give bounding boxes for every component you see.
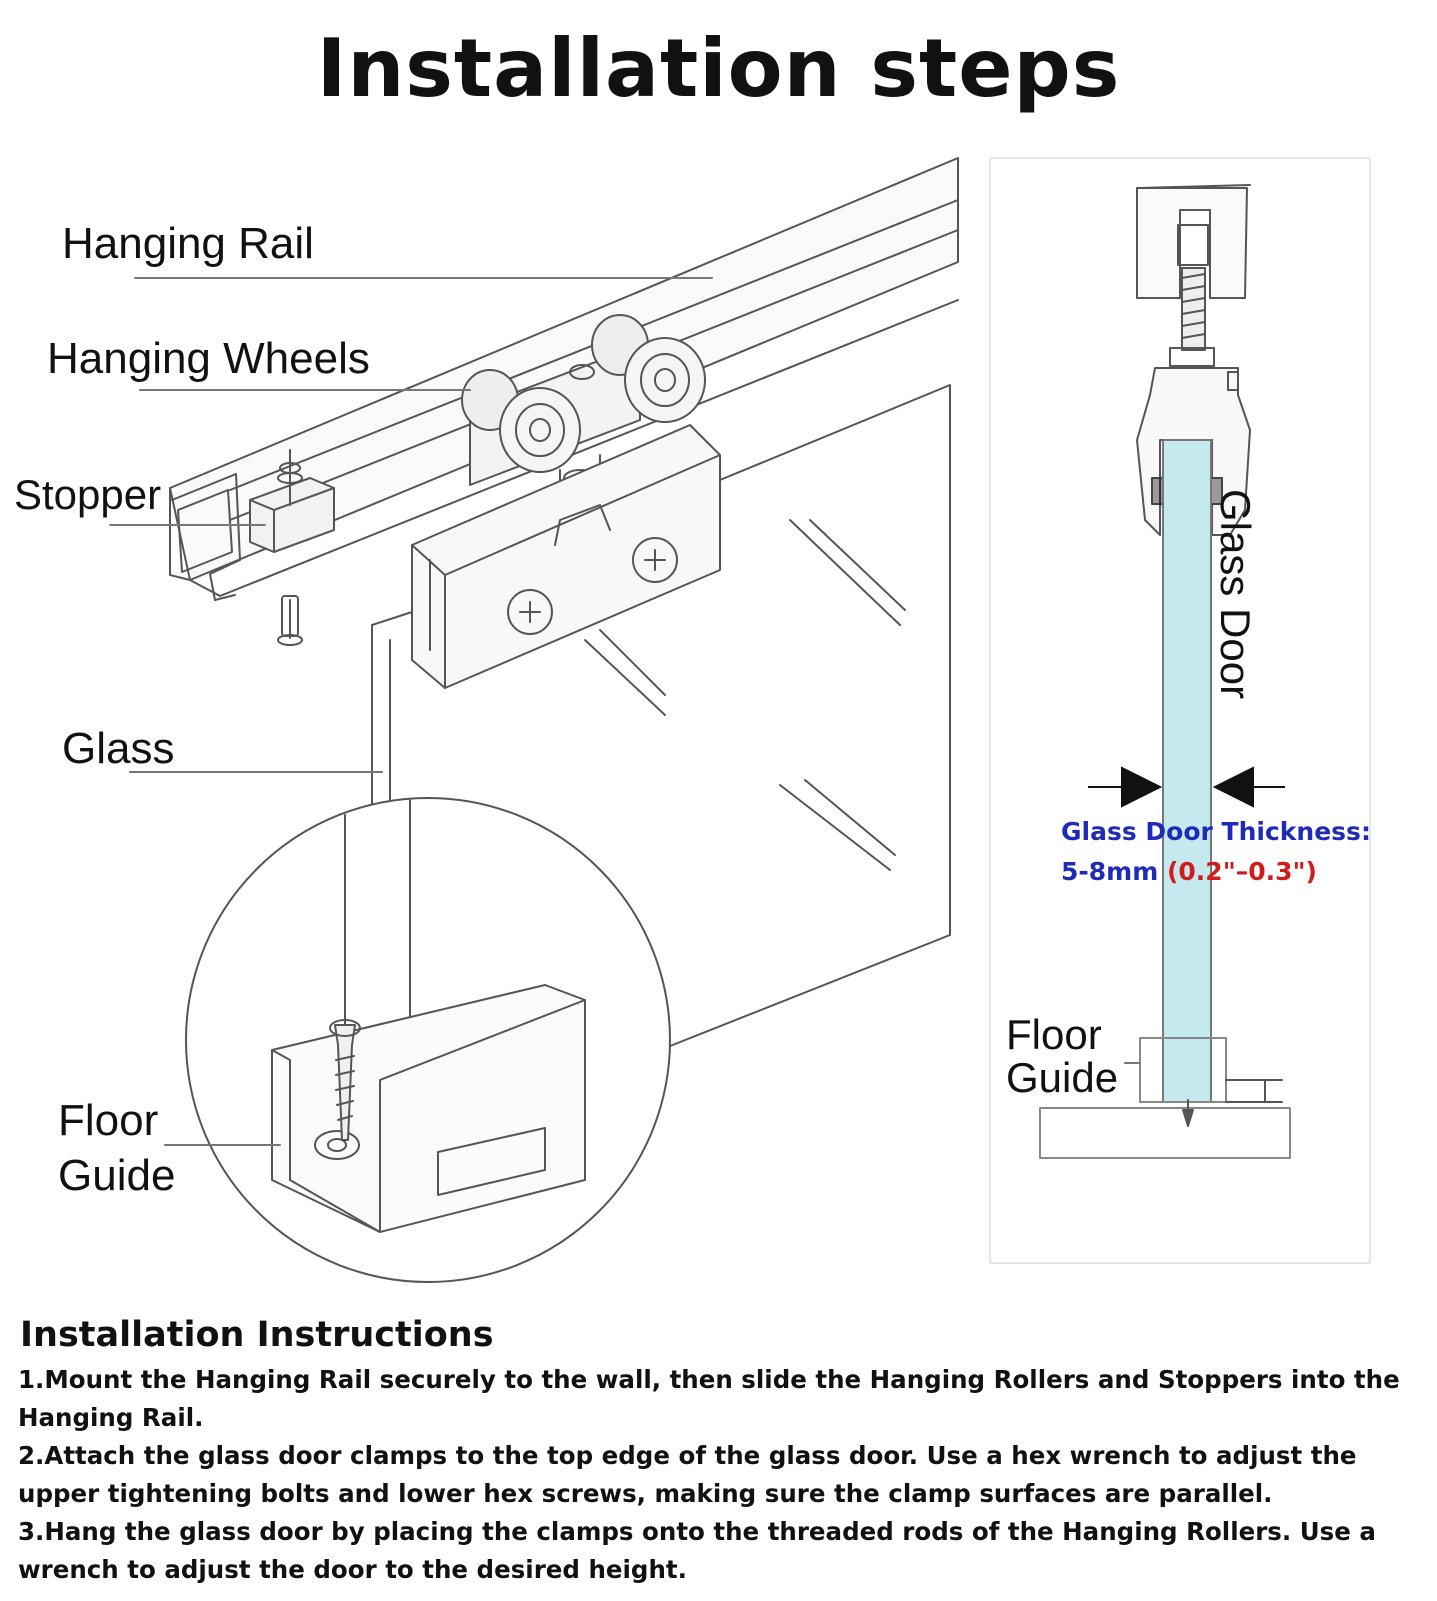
installation-instructions [18, 1315, 1423, 1589]
label-floor-guide-line1: Floor [58, 1096, 159, 1145]
thickness-inch: (0.2"–0.3") [1166, 857, 1317, 886]
label-stopper: Stopper [14, 471, 162, 518]
thickness-mm: 5-8mm [1061, 857, 1159, 886]
instruction-step-2: 2.Attach the glass door clamps to the top edge of the glass door. Use a hex wrench to adjust the upper tightening bolts and lower hex screws, making sure the clamp surfaces are parallel. [18, 1441, 1357, 1508]
label-hanging-rail: Hanging Rail [62, 219, 314, 268]
glass-thickness-label: Glass Door Thickness: [1061, 817, 1371, 846]
instruction-step-3: 3.Hang the glass door by placing the clamps onto the threaded rods of the Hanging Rollers. Use a wrench to adjust the door to the desired height. [18, 1517, 1376, 1584]
label-hanging-wheels: Hanging Wheels [47, 334, 370, 383]
instruction-step-1: 1.Mount the Hanging Rail securely to the wall, then slide the Hanging Rollers and Stoppers into the Hanging Rail. [18, 1365, 1400, 1432]
label-glass: Glass [62, 724, 175, 773]
label-floor-guide-line2: Guide [58, 1151, 176, 1200]
page-title: Installation steps [316, 22, 1121, 115]
glass-thickness-value [1061, 857, 1317, 886]
floor-guide-zoom-drawing [186, 798, 670, 1282]
instructions-heading: Installation Instructions [20, 1315, 494, 1355]
side-label-floor-guide-line1: Floor [1006, 1011, 1102, 1058]
side-label-floor-guide-line2: Guide [1006, 1054, 1119, 1101]
label-glass-door: Glass Door [1212, 489, 1259, 700]
